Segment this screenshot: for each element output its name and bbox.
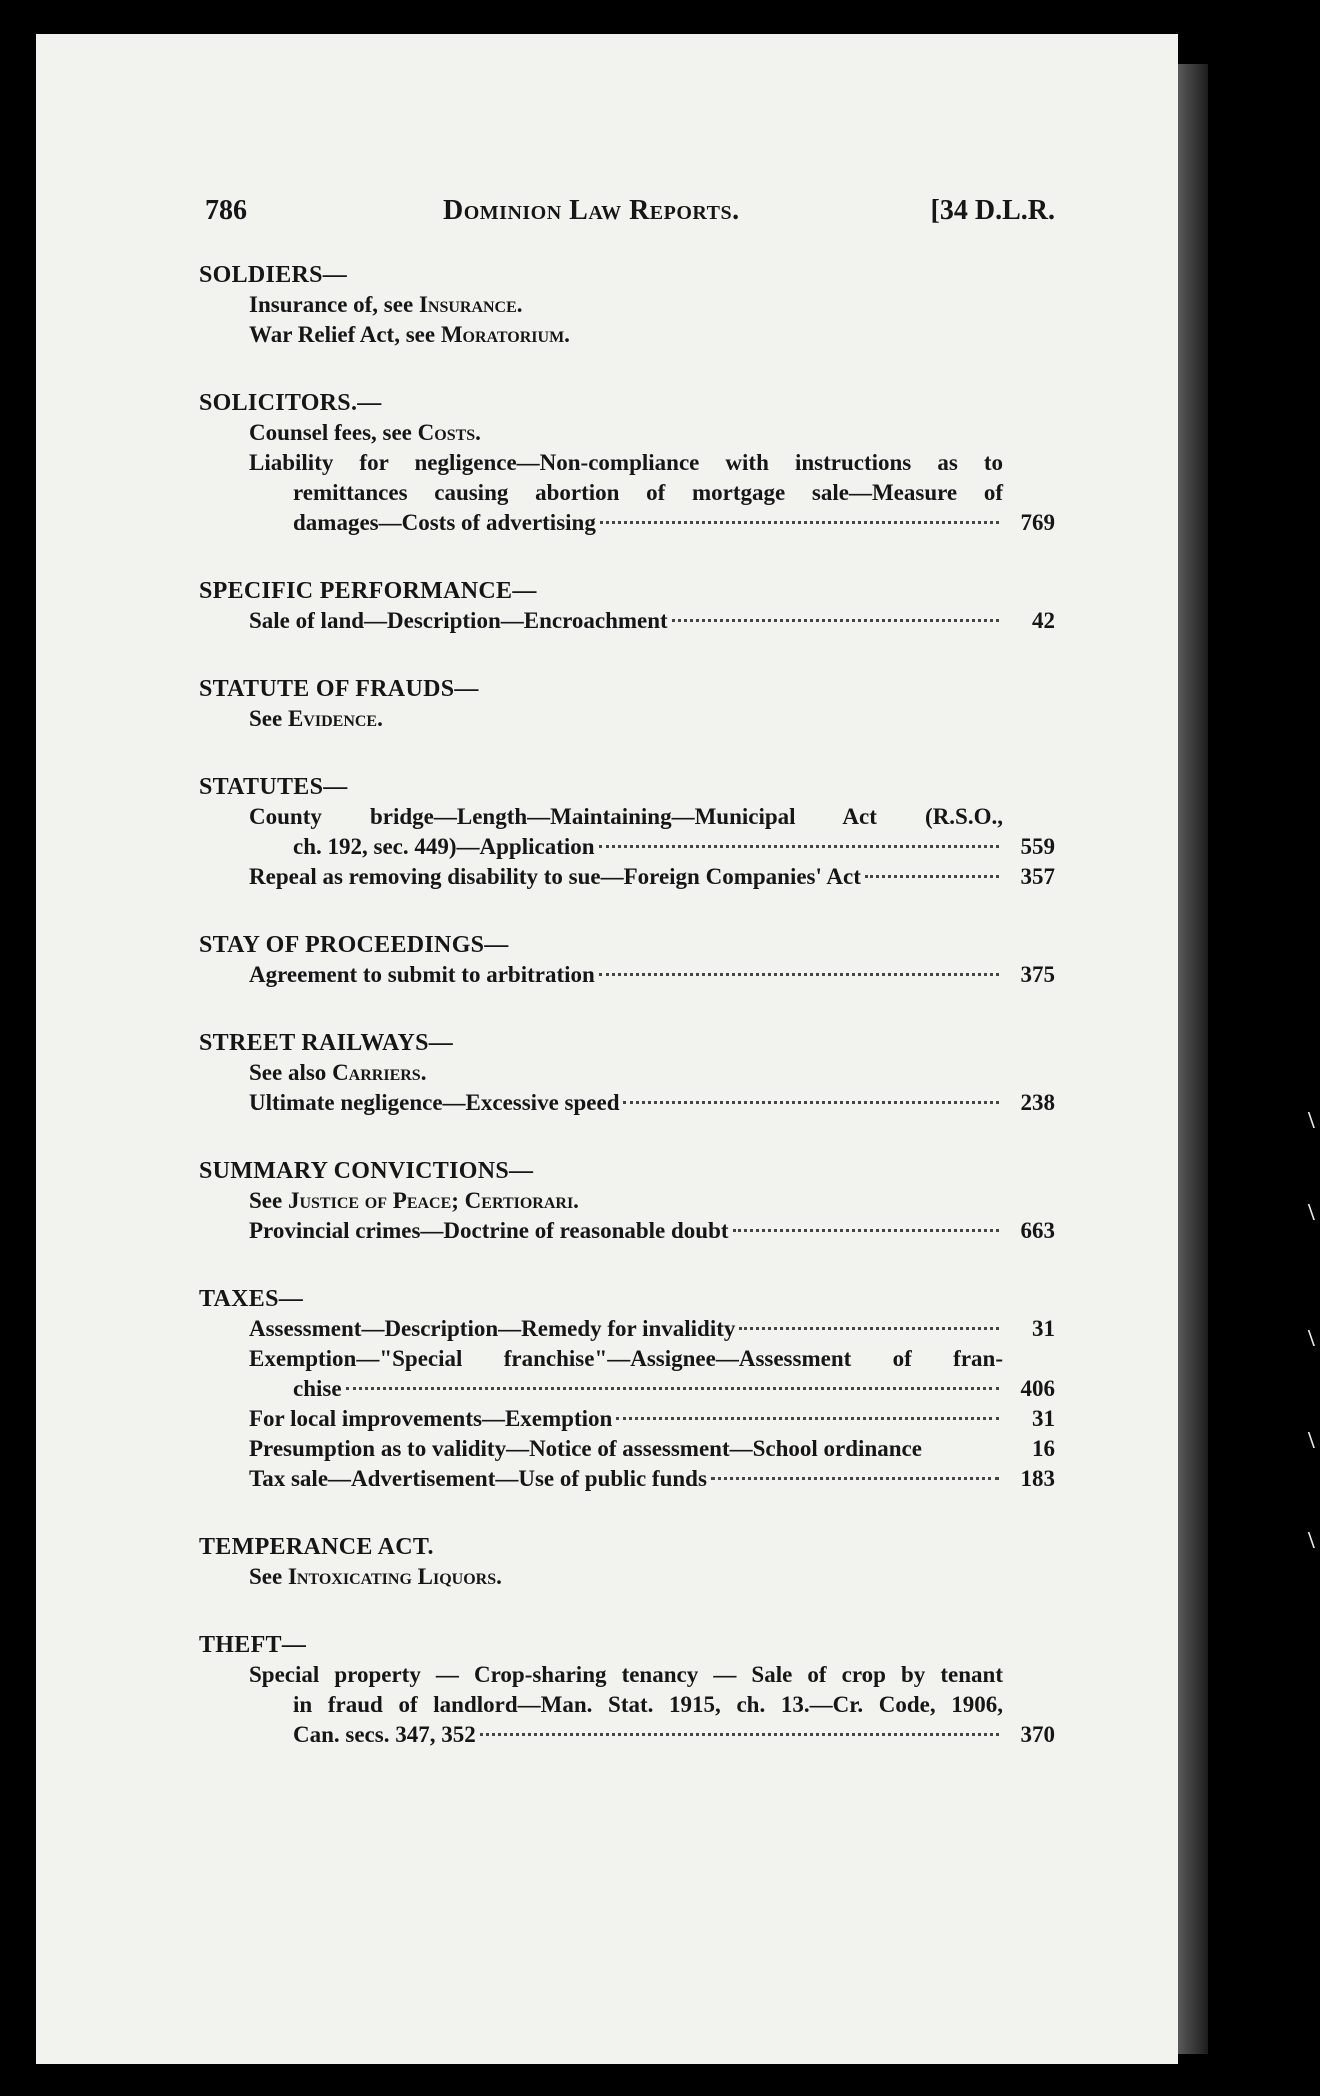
index-section xyxy=(193,1028,1055,1118)
entry-text xyxy=(249,418,1055,448)
dot-leader xyxy=(623,1101,999,1104)
entry-last-line xyxy=(249,960,1003,990)
edge-mark: \ xyxy=(1308,1200,1315,1226)
cross-reference: Intoxicating Liquors. xyxy=(287,1564,502,1589)
dot-leader xyxy=(599,845,999,848)
index-entry xyxy=(193,1186,1055,1216)
section-heading: THEFT— xyxy=(199,1632,307,1658)
section-heading: STAY OF PROCEEDINGS— xyxy=(199,932,509,958)
index-entry xyxy=(193,1660,1055,1750)
entry-line xyxy=(249,1562,1055,1592)
page-number: 786 xyxy=(205,195,247,226)
index-entry xyxy=(193,1404,1055,1434)
entry-line: Provincial crimes—Doctrine of reasonable doubt xyxy=(249,1218,729,1243)
entry-line: Special property — Crop-sharing tenancy — Sale of crop by tenant xyxy=(249,1662,1003,1687)
page-reference: 31 xyxy=(1032,1316,1055,1341)
entry-last-line xyxy=(249,1404,1003,1434)
entry-line: Assessment—Description—Remedy for invalidity xyxy=(249,1316,736,1341)
page-reference: 370 xyxy=(1020,1722,1055,1747)
entry-text xyxy=(249,1562,1055,1592)
section-heading: SPECIFIC PERFORMANCE— xyxy=(199,578,537,604)
index-section xyxy=(193,1630,1055,1750)
index-section xyxy=(193,772,1055,892)
entry-last-line xyxy=(249,1216,1003,1246)
entry-text xyxy=(249,290,1055,320)
entry-text xyxy=(249,960,1003,990)
index-section xyxy=(193,1156,1055,1246)
entry-line: Can. secs. 347, 352 xyxy=(293,1722,476,1747)
index-entry xyxy=(193,704,1055,734)
cross-reference: Justice of Peace; Certiorari. xyxy=(287,1188,579,1213)
entry-line: damages—Costs of advertising xyxy=(293,510,596,535)
running-header xyxy=(193,196,1055,236)
entry-prefix: See xyxy=(249,1564,288,1589)
entry-text xyxy=(249,1186,1055,1216)
entry-last-line xyxy=(249,606,1003,636)
entry-line: chise xyxy=(293,1376,342,1401)
dot-leader xyxy=(711,1477,999,1480)
cross-reference: Costs. xyxy=(417,420,481,445)
page-reference: 769 xyxy=(1020,510,1055,535)
entry-last-line xyxy=(249,508,1003,538)
section-heading: TAXES— xyxy=(199,1286,304,1312)
index-entry xyxy=(193,418,1055,448)
page-reference: 357 xyxy=(1020,864,1055,889)
dot-leader xyxy=(616,1417,999,1420)
page-reference: 16 xyxy=(1032,1436,1055,1461)
cross-reference: Carriers. xyxy=(332,1060,427,1085)
entry-text xyxy=(249,862,1003,892)
index-entry xyxy=(193,1434,1055,1464)
index-section xyxy=(193,576,1055,636)
dot-leader xyxy=(739,1327,999,1330)
index-entry xyxy=(193,960,1055,990)
index-entry xyxy=(193,1344,1055,1404)
entry-prefix: Counsel fees, see xyxy=(249,420,418,445)
entry-line: ch. 192, sec. 449)—Application xyxy=(293,834,595,859)
entry-last-line xyxy=(249,1720,1003,1750)
edge-mark: \ xyxy=(1308,1528,1315,1554)
cross-reference: Insurance. xyxy=(418,292,523,317)
index-sections xyxy=(193,260,1055,1750)
section-heading: STATUTE OF FRAUDS— xyxy=(199,676,479,702)
index-section xyxy=(193,674,1055,734)
entry-line xyxy=(249,704,1055,734)
entry-line: Ultimate negligence—Excessive speed xyxy=(249,1090,620,1115)
entry-text xyxy=(249,1660,1003,1750)
entry-text xyxy=(249,448,1003,538)
entry-line: Tax sale—Advertisement—Use of public funds xyxy=(249,1466,707,1491)
entry-prefix: See xyxy=(249,1188,288,1213)
entry-text xyxy=(249,320,1055,350)
edge-mark: \ xyxy=(1308,1326,1315,1352)
dot-leader xyxy=(672,619,999,622)
entry-text xyxy=(249,1314,1003,1344)
entry-text xyxy=(249,704,1055,734)
entry-prefix: Insurance of, see xyxy=(249,292,419,317)
dot-leader xyxy=(600,521,999,524)
entry-last-line xyxy=(249,1314,1003,1344)
dot-leader xyxy=(599,973,999,976)
volume-reference: [34 D.L.R. xyxy=(930,195,1055,226)
dot-leader xyxy=(733,1229,999,1232)
index-entry xyxy=(193,1562,1055,1592)
entry-line: Presumption as to validity—Notice of assessment—School ordinance xyxy=(249,1436,922,1461)
section-heading: STATUTES— xyxy=(199,774,348,800)
entry-last-line xyxy=(249,1464,1003,1494)
entry-last-line xyxy=(249,862,1003,892)
entry-text xyxy=(249,1088,1003,1118)
dot-leader xyxy=(346,1387,999,1390)
index-entry xyxy=(193,320,1055,350)
page-reference: 559 xyxy=(1020,834,1055,859)
index-entry xyxy=(193,606,1055,636)
section-heading: STREET RAILWAYS— xyxy=(199,1030,454,1056)
index-entry xyxy=(193,862,1055,892)
index-entry xyxy=(193,1464,1055,1494)
index-entry xyxy=(193,1088,1055,1118)
index-section xyxy=(193,260,1055,350)
entry-line xyxy=(249,290,1055,320)
page-edge xyxy=(1178,64,1208,2054)
entry-last-line xyxy=(249,1434,1003,1464)
dot-leader xyxy=(480,1733,999,1736)
page-reference: 31 xyxy=(1032,1406,1055,1431)
index-entry xyxy=(193,1314,1055,1344)
running-title: Dominion Law Reports. xyxy=(443,195,740,226)
page-reference: 663 xyxy=(1020,1218,1055,1243)
entry-line: Agreement to submit to arbitration xyxy=(249,962,595,987)
entry-line: Sale of land—Description—Encroachment xyxy=(249,608,668,633)
section-heading: SOLICITORS.— xyxy=(199,390,382,416)
index-section xyxy=(193,930,1055,990)
page-reference: 42 xyxy=(1032,608,1055,633)
cross-reference: Evidence. xyxy=(287,706,383,731)
background-strip xyxy=(1208,0,1320,2096)
entry-line xyxy=(249,418,1055,448)
page-reference: 183 xyxy=(1020,1466,1055,1491)
entry-text xyxy=(249,1404,1003,1434)
entry-text xyxy=(249,1216,1003,1246)
edge-mark: \ xyxy=(1308,1428,1315,1454)
entry-line xyxy=(249,1058,1055,1088)
index-section xyxy=(193,1284,1055,1494)
entry-text xyxy=(249,1058,1055,1088)
entry-prefix: See also xyxy=(249,1060,333,1085)
entry-text xyxy=(249,1344,1003,1404)
page-reference: 375 xyxy=(1020,962,1055,987)
entry-prefix: See xyxy=(249,706,288,731)
index-entry xyxy=(193,1216,1055,1246)
entry-text xyxy=(249,802,1003,862)
index-content xyxy=(193,196,1055,1788)
entry-line: Liability for negligence—Non-compliance with instructions as to xyxy=(249,450,1003,475)
index-entry xyxy=(193,448,1055,538)
index-entry xyxy=(193,290,1055,320)
entry-line: Exemption—"Special franchise"—Assignee—Assessment of fran- xyxy=(249,1346,1003,1371)
entry-last-line xyxy=(249,832,1003,862)
entry-line: Repeal as removing disability to sue—Foreign Companies' Act xyxy=(249,864,861,889)
entry-text xyxy=(249,1464,1003,1494)
section-heading: SOLDIERS— xyxy=(199,262,348,288)
section-heading: TEMPERANCE ACT. xyxy=(199,1534,434,1560)
index-entry xyxy=(193,802,1055,862)
index-section xyxy=(193,1532,1055,1592)
cross-reference: Moratorium. xyxy=(440,322,570,347)
index-section xyxy=(193,388,1055,538)
edge-mark: \ xyxy=(1308,1108,1315,1134)
dot-leader xyxy=(865,875,999,878)
entry-text xyxy=(249,606,1003,636)
entry-last-line xyxy=(249,1374,1003,1404)
page-reference: 238 xyxy=(1020,1090,1055,1115)
entry-line: For local improvements—Exemption xyxy=(249,1406,613,1431)
entry-text xyxy=(249,1434,1003,1464)
entry-line: remittances causing abortion of mortgage sale—Measure of xyxy=(293,480,1003,505)
entry-last-line xyxy=(249,1088,1003,1118)
entry-line: in fraud of landlord—Man. Stat. 1915, ch. 13.—Cr. Code, 1906, xyxy=(293,1692,1003,1717)
entry-line xyxy=(249,1186,1055,1216)
entry-line: County bridge—Length—Maintaining—Municipal Act (R.S.O., xyxy=(249,804,1003,829)
section-heading: SUMMARY CONVICTIONS— xyxy=(199,1158,534,1184)
entry-prefix: War Relief Act, see xyxy=(249,322,441,347)
entry-line xyxy=(249,320,1055,350)
page-reference: 406 xyxy=(1020,1376,1055,1401)
index-entry xyxy=(193,1058,1055,1088)
